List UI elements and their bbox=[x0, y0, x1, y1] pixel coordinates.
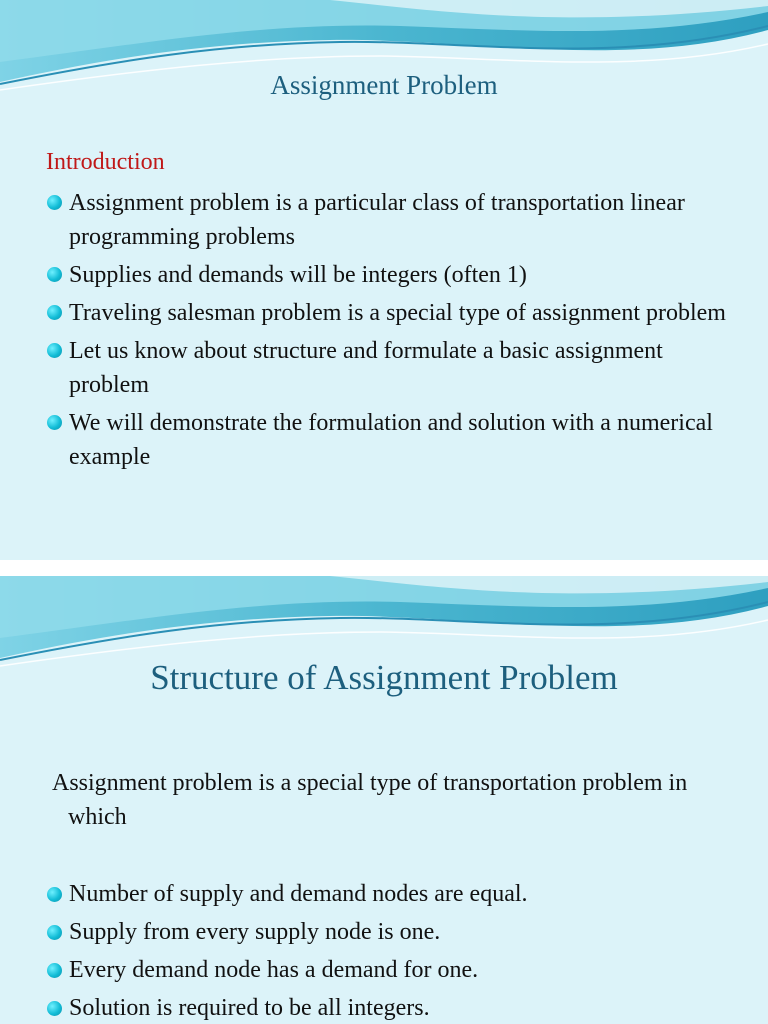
list-item: We will demonstrate the formulation and solution with a numerical example bbox=[46, 406, 736, 474]
bullet-dot-icon bbox=[47, 1001, 62, 1016]
bullet-list bbox=[46, 186, 736, 478]
list-item: Supplies and demands will be integers (often 1) bbox=[46, 258, 736, 292]
slide-separator bbox=[0, 560, 768, 576]
lead-paragraph: Assignment problem is a special type of transportation problem in which bbox=[52, 770, 688, 830]
list-item: Let us know about structure and formulate a basic assignment problem bbox=[46, 334, 736, 402]
bullet-dot-icon bbox=[47, 305, 62, 320]
list-item: Every demand node has a demand for one. bbox=[46, 954, 736, 987]
bullet-dot-icon bbox=[47, 343, 62, 358]
bullet-dot-icon bbox=[47, 415, 62, 430]
bullet-dot-icon bbox=[47, 887, 62, 902]
list-item: Supply from every supply node is one. bbox=[46, 916, 736, 949]
slide-title: Structure of Assignment Problem bbox=[150, 658, 618, 697]
bullet-dot-icon bbox=[47, 267, 62, 282]
bullet-dot-icon bbox=[47, 925, 62, 940]
list-item: Solution is required to be all integers. bbox=[46, 992, 736, 1024]
slide-2 bbox=[0, 576, 768, 1024]
bullet-dot-icon bbox=[47, 963, 62, 978]
list-item: Number of supply and demand nodes are equal. bbox=[46, 878, 736, 911]
list-item: Traveling salesman problem is a special type of assignment problem bbox=[46, 296, 736, 330]
bullet-dot-icon bbox=[47, 195, 62, 210]
slide-title: Assignment Problem bbox=[270, 70, 498, 100]
section-heading: Introduction bbox=[46, 149, 165, 175]
bullet-list bbox=[46, 878, 736, 1024]
list-item: Assignment problem is a particular class of transportation linear programming problems bbox=[46, 186, 736, 254]
